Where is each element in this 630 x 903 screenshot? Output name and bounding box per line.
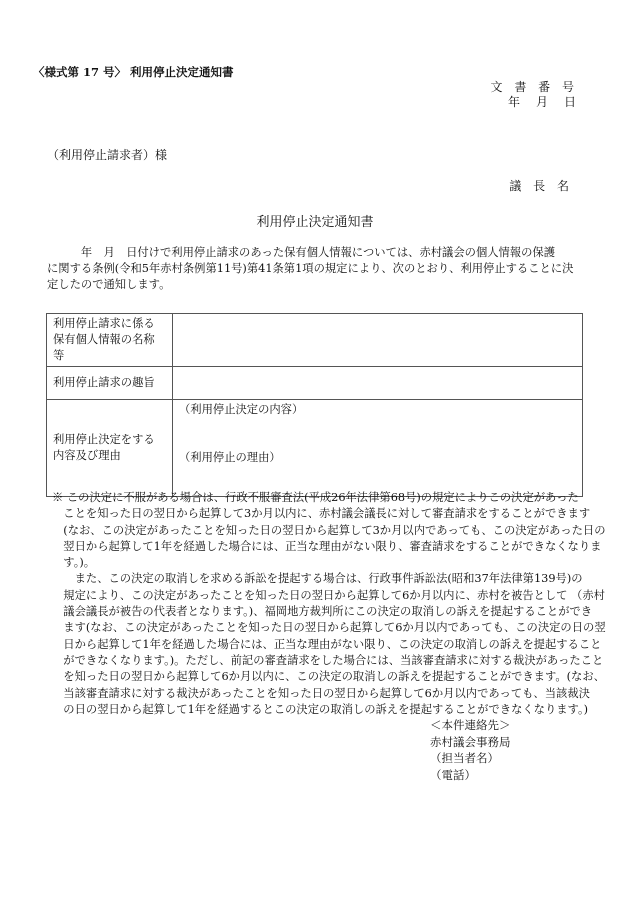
- notice-line: ※ この決定に不服がある場合は、行政不服審査法(平成26年法律第68号)の規定によりこの決定があった: [52, 491, 579, 504]
- body-line: 定したので通知します。: [47, 278, 171, 291]
- contact-heading: ＜本件連絡先＞: [430, 718, 511, 732]
- decision-content-field[interactable]: [173, 400, 583, 497]
- document-number: 文 書 番 号: [490, 80, 578, 94]
- notice-line: 翌日から起算して1年を経過した場合には、正当な理由がない限り、審査請求をすることができなくなりま: [52, 539, 602, 553]
- document-number-block: [491, 80, 578, 110]
- notice-line: (なお、この決定があったことを知った日の翌日から起算して3か月以内であっても、この決定があった日の: [52, 523, 606, 537]
- notice-line: ができなくなります。)。ただし、前記の審査請求をした場合には、当該審査請求に対する裁決があったこと: [52, 653, 604, 667]
- document-date: 年 月 日: [507, 95, 578, 109]
- body-line: に関する条例(令和5年赤村条例第11号)第41条第1項の規定により、次のとおり、利用停止することに決: [47, 262, 574, 275]
- form-number: 〈様式第 17 号〉 利用停止決定通知書: [33, 65, 234, 79]
- label-line: 利用停止決定をする: [53, 433, 155, 446]
- notice-line: ます(なお、この決定があったことを知った日の翌日から起算して6か月以内であっても、この決定の日の翌: [52, 621, 606, 635]
- table-row: [47, 400, 583, 497]
- notice-line: す。)。: [52, 556, 96, 570]
- decision-reason-label: （利用停止の理由）: [179, 451, 281, 464]
- label-line: 等: [53, 349, 65, 362]
- notice-line: を知った日の翌日から起算して6か月以内に、この決定の取消しの訴えを提起することができます。(なお、: [52, 670, 605, 684]
- row-label: [47, 400, 173, 497]
- document-title: 利用停止決定通知書: [256, 215, 374, 230]
- notice-line: また、この決定の取消しを求める訴訟を提起する場合は、行政事件訴訟法(昭和37年法律第139号)の: [52, 572, 583, 586]
- appeal-notice: [52, 490, 606, 718]
- notice-line: 当該審査請求に対する裁決があったことを知った日の翌日から起算して6か月以内であっても、当該裁決: [52, 686, 590, 700]
- table-row: [47, 314, 583, 367]
- recipient: （利用停止請求者）様: [47, 148, 168, 162]
- row-label: [47, 314, 173, 367]
- contact-office: 赤村議会事務局: [430, 734, 511, 749]
- label-line: 保有個人情報の名称: [53, 333, 155, 346]
- label-line: 利用停止請求の趣旨: [53, 376, 155, 389]
- notice-line: ことを知った日の翌日から起算して3か月以内に、赤村議会議長に対して審査請求をすることができます: [52, 507, 591, 521]
- decision-content-label: （利用停止決定の内容）: [179, 403, 304, 416]
- personal-info-name-field[interactable]: [173, 314, 583, 367]
- label-line: 利用停止請求に係る: [53, 317, 155, 330]
- notice-line: 日から起算して1年を経過した場合には、正当な理由がない限り、この決定の取消しの訴えを提起すること: [52, 637, 602, 651]
- sender-chair-name: 議 長 名: [509, 179, 573, 193]
- decision-table: [46, 313, 583, 497]
- request-purpose-field[interactable]: [173, 367, 583, 400]
- contact-person: （担当者名）: [430, 751, 499, 765]
- contact-block: [430, 717, 511, 783]
- body-paragraph: [47, 245, 587, 293]
- notice-line: 規定により、この決定があったことを知った日の翌日から起算して6か月以内に、赤村を被告として （赤村: [52, 588, 605, 602]
- notice-line: の日の翌日から起算して1年を経過するとこの決定の取消しの訴えを提起することができなくなります。): [52, 702, 588, 716]
- body-line: 年 月 日付けで利用停止請求のあった保有個人情報については、赤村議会の個人情報の保護: [47, 246, 556, 259]
- table-row: [47, 367, 583, 400]
- label-line: 内容及び理由: [53, 449, 121, 462]
- notice-line: 議会議長が被告の代表者となります。)、福岡地方裁判所にこの決定の取消しの訴えを提起することができ: [52, 605, 593, 619]
- contact-phone: （電話）: [430, 767, 476, 782]
- row-label: [47, 367, 173, 400]
